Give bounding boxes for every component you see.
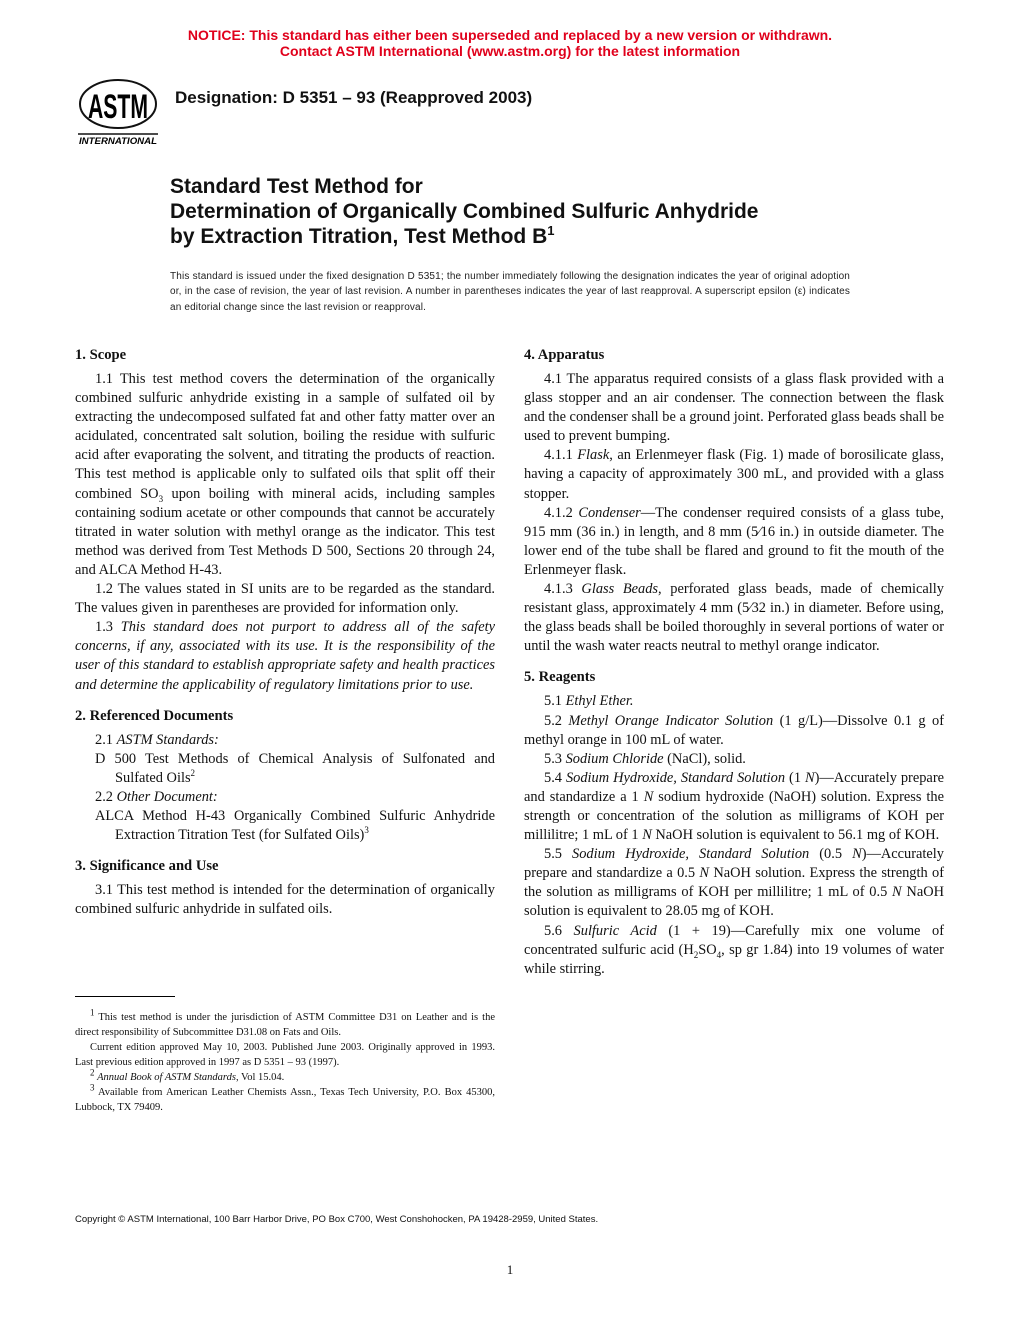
paragraph bbox=[75, 881, 495, 919]
italic-text: This standard does not purport to address all of the safety concerns, if any, associated with its use. It is the responsibility of the user of this standard to establish appropriate safety and health practices and determine the applicability of regulatory limitations prior to use. bbox=[75, 619, 495, 693]
paragraph bbox=[524, 712, 944, 750]
italic-text: Flask bbox=[577, 447, 610, 464]
text: 1.3 bbox=[95, 619, 121, 636]
subscript: 3 bbox=[158, 493, 164, 504]
text: (1 bbox=[785, 769, 805, 786]
paragraph bbox=[524, 370, 944, 446]
text: 4.1.1 bbox=[544, 447, 578, 464]
text: (1 g/L)—Dissolve 0.1 g of methyl orange in 100 mL of water. bbox=[524, 712, 944, 748]
italic-text: Glass Beads bbox=[581, 581, 659, 598]
text: 5.3 bbox=[544, 750, 566, 767]
italic-text: Sulfuric Acid bbox=[573, 922, 657, 939]
text: 1.2 The values stated in SI units are to be regarded as the standard. The values given in parentheses are provided for information only. bbox=[75, 581, 495, 617]
italic-text: Other Document: bbox=[116, 788, 218, 805]
section-heading: 3. Significance and Use bbox=[75, 858, 219, 875]
svg-text:INTERNATIONAL: INTERNATIONAL bbox=[79, 136, 158, 147]
footnote bbox=[75, 1082, 495, 1115]
subscript: 2 bbox=[693, 949, 699, 960]
title-line: Determination of Organically Combined Sulfuric Anhydride bbox=[170, 200, 759, 223]
paragraph bbox=[524, 446, 944, 503]
text: Current edition approved May 10, 2003. Published June 2003. Originally approved in 1993. Last previous edition approved in 1997 as D 5351 – 93 (1997). bbox=[75, 1042, 495, 1068]
superscript: 3 bbox=[364, 825, 369, 836]
text: 5.2 bbox=[544, 712, 569, 729]
text: )—Accurately prepare and standardize a 1 bbox=[524, 769, 944, 805]
subscript: 4 bbox=[716, 949, 722, 960]
superscript: 2 bbox=[90, 1067, 95, 1078]
paragraph bbox=[524, 504, 944, 580]
paragraph bbox=[75, 618, 495, 694]
italic-text: ASTM Standards: bbox=[116, 731, 219, 748]
footnote-divider bbox=[75, 996, 175, 997]
designation: Designation: D 5351 – 93 (Reapproved 2003) bbox=[175, 88, 533, 107]
superscript: 3 bbox=[90, 1082, 95, 1093]
text: SO bbox=[698, 941, 717, 958]
footnote bbox=[75, 1007, 495, 1040]
paragraph bbox=[524, 580, 944, 656]
italic-text: Ethyl Ether. bbox=[565, 693, 634, 710]
text: ALCA Method H-43 Organically Combined Sulfuric Anhydride Extraction Titration Test (for Sulfated Oils) bbox=[95, 807, 495, 844]
notice-line: NOTICE: This standard has either been superseded and replaced by a new version or withdrawn. bbox=[187, 27, 833, 43]
section-heading: 2. Referenced Documents bbox=[75, 707, 234, 724]
paragraph bbox=[95, 750, 495, 788]
paragraph bbox=[524, 922, 944, 979]
title-line bbox=[170, 224, 758, 249]
italic-text: Sodium Hydroxide, Standard Solution bbox=[572, 846, 810, 863]
italic-text: N bbox=[642, 827, 652, 844]
text: , Vol 15.04. bbox=[235, 1072, 285, 1083]
withdrawal-notice bbox=[0, 27, 1020, 59]
paragraph bbox=[524, 750, 944, 769]
text: 5.6 bbox=[544, 922, 574, 939]
page-number: 1 bbox=[506, 1262, 514, 1277]
text: 4.1.2 bbox=[544, 504, 579, 521]
text: (NaCl), solid. bbox=[663, 750, 746, 767]
text: , sp gr 1.84) into 19 volumes of water while stirring. bbox=[524, 941, 944, 977]
italic-text: N bbox=[699, 865, 710, 882]
text: Available from American Leather Chemists Assn., Texas Tech University, P.O. Box 45300, Lubbock, TX 79409. bbox=[75, 1087, 495, 1113]
paragraph bbox=[75, 580, 495, 618]
text: , perforated glass beads, made of chemically resistant glass, approximately 4 mm (5⁄32 in.) in diameter. Before using, the glass beads shall be boiled thoroughly in several portions of water or until the wash water reacts neutral to methyl orange indicator. bbox=[524, 581, 944, 655]
text: )—Accurately prepare and standardize a 0.5 bbox=[524, 846, 944, 882]
text: D 500 Test Methods of Chemical Analysis of Sulfonated and Sulfated Oils bbox=[95, 750, 495, 786]
text: 2.2 bbox=[95, 788, 117, 805]
text: This test method is under the jurisdiction of ASTM Committee D31 on Leather and is the direct responsibility of Subcommittee D31.08 on Fats and Oils. bbox=[75, 1012, 495, 1038]
superscript: 1 bbox=[90, 1007, 95, 1018]
text: 5.5 bbox=[544, 846, 573, 863]
text: 5.4 bbox=[544, 769, 566, 786]
paragraph bbox=[75, 370, 495, 580]
paragraph bbox=[524, 769, 944, 845]
italic-text: N bbox=[852, 846, 862, 863]
italic-text: Annual Book of ASTM Standards bbox=[97, 1072, 236, 1083]
text: 3.1 This test method is intended for the determination of organically combined sulfuric anhydride in sulfated oils. bbox=[75, 882, 495, 918]
text: (0.5 bbox=[809, 846, 853, 863]
text: NaOH solution is equivalent to 56.1 mg of KOH. bbox=[651, 827, 940, 844]
section-heading: 5. Reagents bbox=[524, 669, 596, 686]
text: upon boiling with mineral acids, including samples containing sodium acetate or other compounds that cannot be accurately titrated in water solution with methyl orange as the indicator. This test method was derived from Test Methods D 500, Sections 20 through 24, and ALCA Method H-43. bbox=[75, 485, 495, 578]
italic-text: N bbox=[643, 788, 654, 805]
italic-text: Methyl Orange Indicator Solution bbox=[568, 712, 774, 729]
italic-text: Sodium Hydroxide, Standard Solution bbox=[565, 769, 786, 786]
paragraph bbox=[524, 692, 944, 711]
notice-line: Contact ASTM International (www.astm.org) for the latest information bbox=[279, 43, 741, 59]
paragraph bbox=[75, 731, 495, 750]
text: , an Erlenmeyer flask (Fig. 1) made of borosilicate glass, having a capacity of approximately 300 mL, and provided with a glass stopper. bbox=[524, 447, 944, 502]
text: —The condenser required consists of a glass tube, 915 mm (36 in.) in length, and 8 mm (5⁄16 in.) in outside diameter. The lower end of the tube shall be flared and ground to fit the mouth of the Erlenmeyer flask. bbox=[524, 504, 944, 578]
right-column bbox=[524, 346, 944, 979]
text: 2.1 bbox=[95, 731, 117, 748]
text: 4.1 The apparatus required consists of a glass flask provided with a glass stopper and an air condenser. The connection between the flask and the condenser shall be a ground joint. Perforated glass beads shall be used to prevent bumping. bbox=[524, 371, 945, 445]
section-heading: 1. Scope bbox=[75, 347, 127, 363]
preamble: This standard is issued under the fixed designation D 5351; the number immediately following the designation indicates the year of original adoption or, in the case of revision, the year of last revision. A number in parentheses indicates the year of last reapproval. A superscript epsilon (ε) indicates an editorial change since the last revision or reapproval. bbox=[170, 271, 850, 313]
svg-text:ASTM: ASTM bbox=[88, 88, 148, 126]
text: 1.1 This test method covers the determination of the organically combined sulfuric anhydride existing in a sample of sulfated oil by extracting the undecomposed sulfated fat and other fatty matter over an acidulated, concentrated salt solution, boiling the residue with sulfuric acid after evaporating the solvent, and titrating the products of reaction. This test method is applicable only to sulfated oils that split off their combined SO bbox=[75, 371, 495, 502]
text: NaOH solution. Express the strength of the solution as milligrams of KOH per millilitre; 1 mL of 0.5 bbox=[524, 865, 944, 901]
text: 5.1 bbox=[544, 693, 566, 710]
text: NaOH solution is equivalent to 28.05 mg of KOH. bbox=[524, 884, 944, 920]
copyright: Copyright © ASTM International, 100 Barr Harbor Drive, PO Box C700, West Conshohocken, PA 19428-2959, United States. bbox=[75, 1214, 599, 1225]
footnotes bbox=[75, 1007, 495, 1115]
italic-text: Condenser bbox=[578, 504, 641, 521]
title-footnote-ref: 1 bbox=[547, 223, 555, 238]
text: 4.1.3 bbox=[544, 581, 582, 598]
text: sodium hydroxide (NaOH) solution. Express the strength or concentration of the solution as milligrams of KOH per millilitre; 1 mL of 1 bbox=[524, 788, 944, 844]
title-line: Standard Test Method for bbox=[170, 175, 423, 198]
astm-logo bbox=[76, 74, 160, 150]
paragraph bbox=[524, 845, 944, 921]
left-column bbox=[75, 346, 495, 919]
document-title bbox=[170, 174, 758, 249]
text: (1 + 19)—Carefully mix one volume of concentrated sulfuric acid (H bbox=[524, 922, 944, 958]
title-line-text: by Extraction Titration, Test Method B bbox=[170, 225, 548, 248]
italic-text: Sodium Chloride bbox=[565, 750, 664, 767]
footnote bbox=[75, 1067, 495, 1085]
paragraph bbox=[95, 807, 495, 845]
paragraph bbox=[75, 788, 495, 807]
italic-text: N bbox=[892, 884, 902, 901]
superscript: 2 bbox=[190, 767, 196, 778]
section-heading: 4. Apparatus bbox=[524, 347, 605, 363]
italic-text: N bbox=[804, 769, 815, 786]
footnote bbox=[75, 1040, 495, 1070]
